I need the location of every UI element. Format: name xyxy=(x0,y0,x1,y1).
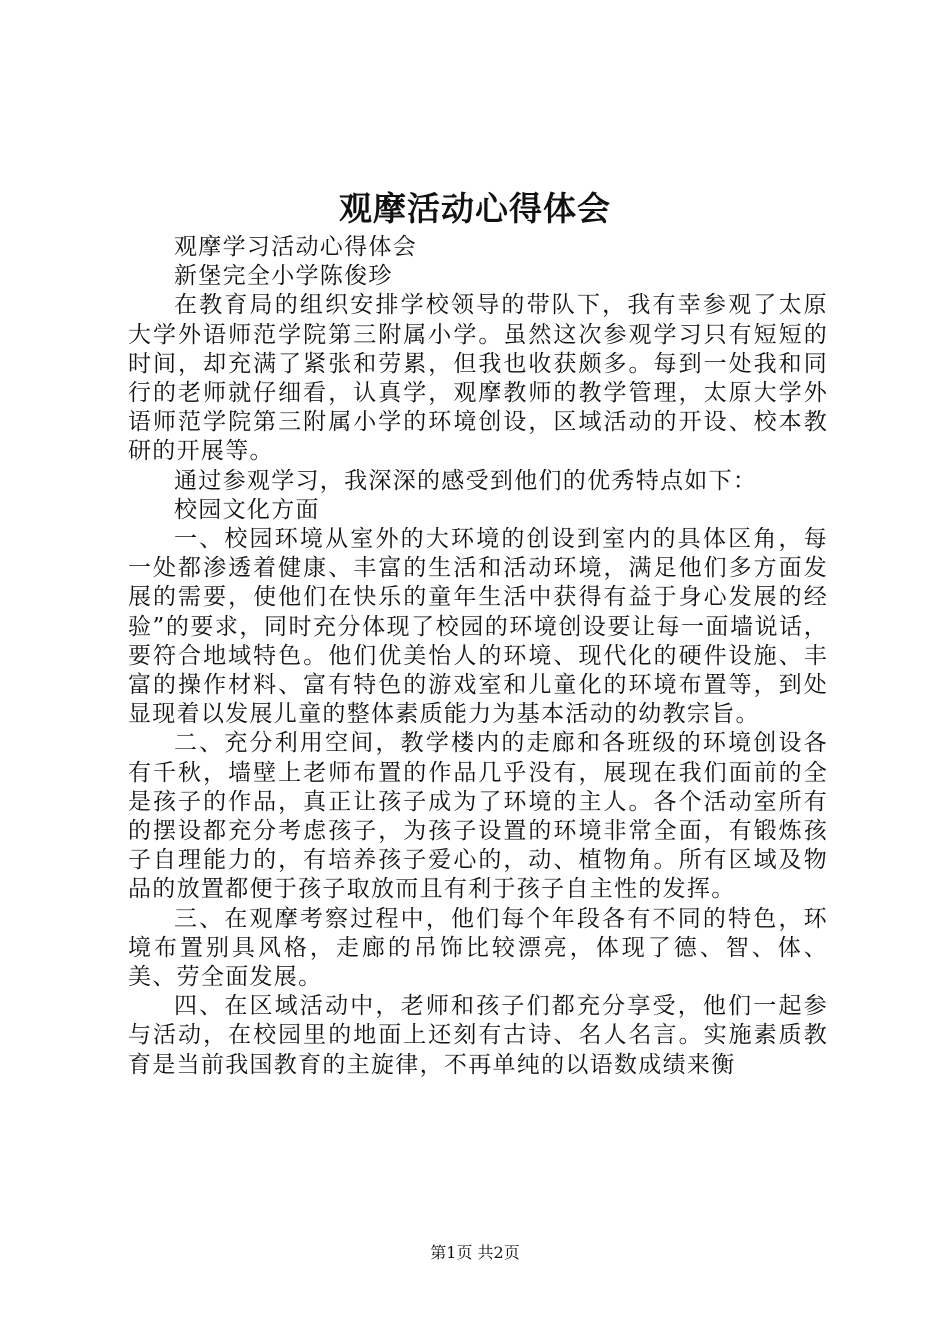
paragraph-summary: 通过参观学习，我深深的感受到他们的优秀特点如下： xyxy=(174,467,758,494)
paragraph-point-1: 一、校园环境从室外的大环境的创设到室内的具体区角，每一处都渗透着健康、丰富的生活和活动环境，满足他们多方面发展的需要，使他们在快乐的童年生活中获得有益于身心发展的经验”的要求，同时充分体现了校园的环境创设要让每一面墙说话，要符合地域特色。他们优美怡人的环境、现代化的硬件设施、丰富的操作材料、富有特色的游戏室和儿童化的环境布置等，到处显现着以发展儿童的整体素质能力为基本活动的幼教宗旨。 xyxy=(128,526,828,728)
essay-subtitle: 观摩学习活动心得体会 xyxy=(174,234,417,260)
document-title: 观摩活动心得体会 xyxy=(339,189,611,228)
section-heading: 校园文化方面 xyxy=(174,496,320,523)
paragraph-point-4: 四、在区域活动中，老师和孩子们都充分享受，他们一起参与活动，在校园里的地面上还刻有古诗、名人名言。实施素质教育是当前我国教育的主旋律，不再单纯的以语数成绩来衡 xyxy=(128,993,828,1078)
paragraph-intro: 在教育局的组织安排学校领导的带队下，我有幸参观了太原大学外语师范学院第三附属小学。虽然这次参观学习只有短短的时间，却充满了紧张和劳累，但我也收获颇多。每到一处我和同行的老师就仔细看，认真学，观摩教师的教学管理，太原大学外语师范学院第三附属小学的环境创设，区域活动的开设、校本教研的开展等。 xyxy=(128,292,828,465)
document-body xyxy=(128,233,828,1080)
author-line: 新堡完全小学陈俊珍 xyxy=(174,263,393,290)
paragraph-point-2: 二、充分利用空间，教学楼内的走廊和各班级的环境创设各有千秋，墙壁上老师布置的作品几乎没有，展现在我们面前的全是孩子的作品，真正让孩子成为了环境的主人。各个活动室所有的摆设都充分考虑孩子，为孩子设置的环境非常全面，有锻炼孩子自理能力的，有培养孩子爱心的，动、植物角。所有区域及物品的放置都便于孩子取放而且有利于孩子自主性的发挥。 xyxy=(128,730,828,903)
paragraph-point-3: 三、在观摩考察过程中，他们每个年段各有不同的特色，环境布置别具风格，走廊的吊饰比较漂亮，体现了德、智、体、美、劳全面发展。 xyxy=(128,905,828,991)
page-number-footer: 第1页 共2页 xyxy=(430,1243,520,1262)
